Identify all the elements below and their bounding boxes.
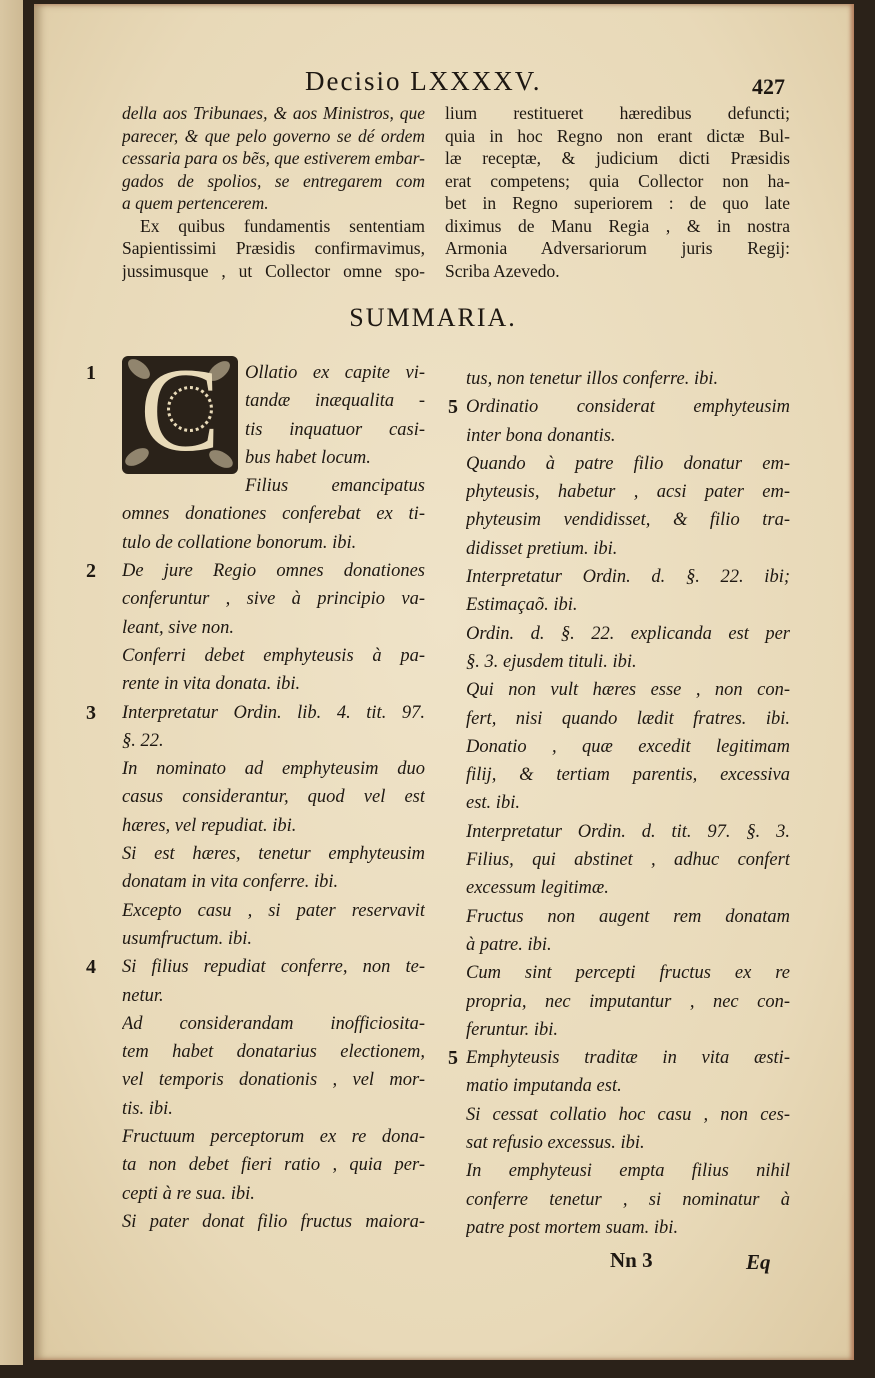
text-line: tandæ inæqualita - (245, 391, 425, 412)
drop-cap-letter: C (140, 356, 221, 474)
text-line: Emphyteusis traditæ in vita æsti- (466, 1048, 790, 1069)
text-line: conferre tenetur , si nominatur à (466, 1189, 790, 1210)
text-line: parecer, & que pelo governo se dé ordem (122, 125, 425, 146)
text-line: tulo de collatione bonorum. ibi. (122, 532, 357, 553)
text-line: §. 22. (122, 730, 164, 751)
text-line: Si pater donat filio fructus maiora- (122, 1211, 425, 1232)
text-line: Scriba Azevedo. (445, 260, 560, 281)
text-line: patre post mortem suam. ibi. (466, 1217, 679, 1238)
signature-mark: Nn 3 (610, 1248, 653, 1272)
text-line: Quando à patre filio donatur em- (466, 453, 790, 474)
text-line: Fructuum perceptorum ex re dona- (122, 1127, 425, 1148)
text-line: Filius emancipatus (245, 476, 425, 497)
text-line: Si filius repudiat conferre, non te- (122, 957, 425, 978)
text-line: quia in hoc Regno non erant dictæ Bul- (445, 125, 790, 146)
text-line: Qui non vult hæres esse , non con- (466, 680, 790, 701)
text-line: cepti à re sua. ibi. (122, 1183, 255, 1204)
text-line: tem habet donatarius electionem, (122, 1042, 425, 1063)
text-line: Si est hæres, tenetur emphyteusim (122, 844, 425, 865)
text-line: tis inquatuor casi- (245, 419, 425, 440)
text-line: erat competens; quia Collector non ha- (445, 170, 790, 191)
text-line: Ex quibus fundamentis sententiam (140, 215, 425, 236)
text-line: Ordin. d. §. 22. explicanda est per (466, 623, 790, 644)
top-right-column (445, 102, 790, 282)
text-line: casus considerantur, quod vel est (122, 787, 425, 808)
previous-page-edge (0, 0, 23, 1365)
text-line: bus habet locum. (245, 447, 371, 468)
text-line: a quem pertencerem. (122, 193, 269, 213)
text-line: Ollatio ex capite vi- (245, 363, 425, 383)
summaria-heading: SUMMARIA. (349, 303, 517, 332)
text-line: della aos Tribunaes, & aos Ministros, que (122, 103, 425, 123)
text-line: Donatio , quæ excedit legitimam (466, 736, 790, 757)
text-line: Filius, qui abstinet , adhuc confert (466, 850, 790, 871)
text-line: est. ibi. (466, 793, 520, 814)
text-line: fert, nisi quando lædit fratres. ibi. (466, 708, 790, 729)
running-header-title: Decisio LXXXXV. (305, 66, 542, 96)
text-line: De jure Regio omnes donationes (122, 561, 425, 582)
text-line: diximus de Manu Regia , & in nostra (445, 215, 790, 236)
margin-number: 5 (448, 1047, 458, 1070)
text-line: Fructus non augent rem donatam (466, 906, 790, 927)
text-line: inter bona donantis. (466, 425, 616, 446)
text-line: didisset pretium. ibi. (466, 538, 618, 559)
text-line: feruntur. ibi. (466, 1019, 558, 1040)
text-line: omnes donationes conferebat ex ti- (122, 504, 425, 525)
text-line: sat refusio excessus. ibi. (466, 1133, 645, 1154)
text-line: Excepto casu , si pater reservavit (122, 900, 425, 921)
margin-number: 4 (86, 956, 96, 979)
text-line: matio imputanda est. (466, 1076, 622, 1097)
text-line: Ad considerandam inofficiosita- (122, 1013, 425, 1034)
text-line: §. 3. ejusdem tituli. ibi. (466, 651, 637, 672)
margin-number: 3 (86, 701, 96, 724)
text-line: Sapientissimi Præsidis confirmavimus, (122, 238, 425, 258)
text-line: vel temporis donationis , vel mor- (122, 1070, 425, 1091)
text-line: à patre. ibi. (466, 934, 552, 955)
catchword: Eq (746, 1250, 771, 1274)
text-line: Si cessat collatio hoc casu , non ces- (466, 1104, 790, 1125)
text-line: excessum legitimæ. (466, 878, 609, 899)
margin-number: 1 (86, 362, 96, 384)
margin-number: 2 (86, 560, 96, 583)
text-line: gados de spolios, se entregarem com (122, 170, 425, 191)
text-line: Estimaçaõ. ibi. (466, 595, 578, 616)
text-line: conferuntur , sive à principio va- (122, 589, 425, 610)
text-line: netur. (122, 985, 164, 1006)
text-line: Interpretatur Ordin. d. tit. 97. §. 3. (466, 821, 790, 842)
text-line: jussimusque , ut Collector omne spo- (122, 260, 425, 281)
text-line: donatam in vita conferre. ibi. (122, 872, 339, 893)
text-line: usumfructum. ibi. (122, 928, 253, 949)
text-line: hæres, vel repudiat. ibi. (122, 815, 297, 836)
text-line: phyteusis, habetur , acsi pater em- (466, 482, 790, 503)
text-line: Interpretatur Ordin. d. §. 22. ibi; (466, 567, 790, 588)
page-number: 427 (752, 74, 785, 99)
text-line: lium restitueret hæredibus defuncti; (445, 103, 790, 123)
text-line: ta non debet fieri ratio , quia per- (122, 1155, 425, 1176)
summary-left-column (122, 359, 425, 1236)
text-line: rente in vita donata. ibi. (122, 674, 301, 695)
text-line: propria, nec imputantur , nec con- (466, 991, 790, 1012)
text-line: Conferri debet emphyteusis à pa- (122, 645, 425, 666)
text-line: phyteusim vendidisset, & filio tra- (466, 510, 790, 531)
text-line: Ordinatio considerat emphyteusim (466, 397, 790, 418)
text-line: Cum sint percepti fructus ex re (466, 963, 790, 984)
text-line: læ receptæ, & judicium dicti Præsidis (445, 148, 790, 168)
text-line: filij, & tertiam parentis, excessiva (466, 765, 790, 786)
text-line: Interpretatur Ordin. lib. 4. tit. 97. (122, 702, 425, 723)
summary-right-column (466, 365, 790, 1242)
text-line: tis. ibi. (122, 1098, 173, 1119)
text-line: In emphyteusi empta filius nihil (466, 1161, 790, 1182)
text-line: In nominato ad emphyteusim duo (122, 759, 425, 780)
text-line: leant, sive non. (122, 617, 235, 638)
text-line: cessaria para os bẽs, que estiverem embar- (122, 148, 425, 168)
text-line: bet in Regno superiorem : de quo late (445, 193, 790, 213)
text-line: Armonia Adversariorum juris Regij: (445, 238, 790, 258)
top-left-column (122, 102, 425, 282)
text-line: tus, non tenetur illos conferre. ibi. (466, 369, 719, 389)
margin-number: 5 (448, 396, 458, 419)
